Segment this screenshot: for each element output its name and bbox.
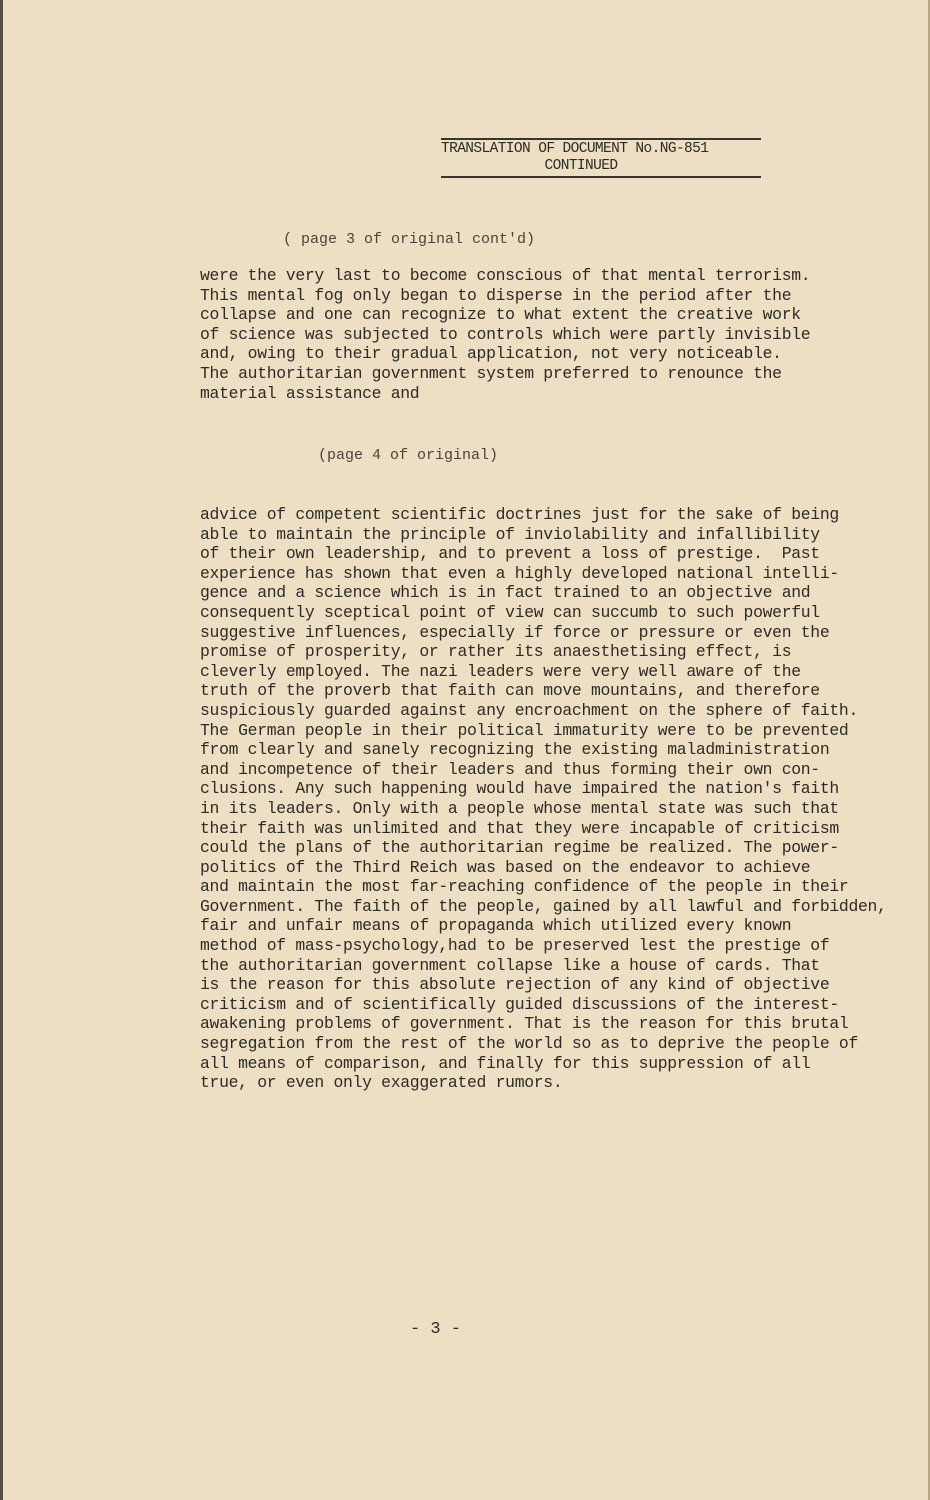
text-line: truth of the proverb that faith can move mountains, and therefore — [200, 681, 820, 701]
header-top-rule — [441, 138, 761, 140]
text-line: criticism and of scientifically guided discussions of the interest- — [200, 994, 839, 1014]
text-line: gence and a science which is in fact trained to an objective and — [200, 583, 811, 603]
text-line: experience has shown that even a highly developed national intelli- — [200, 563, 839, 583]
text-line: from clearly and sanely recognizing the existing maladministration — [200, 740, 830, 760]
text-line: promise of prosperity, or rather its anaesthetising effect, is — [200, 642, 792, 662]
text-line: and maintain the most far-reaching confidence of the people in their — [200, 877, 849, 897]
text-line: collapse and one can recognize to what extent the creative work — [200, 305, 801, 325]
text-line: The German people in their political immaturity were to be prevented — [200, 720, 849, 740]
text-line: could the plans of the authoritarian regime be realized. The power- — [200, 838, 839, 858]
text-line: advice of competent scientific doctrines just for the sake of being — [200, 505, 839, 524]
text-line: is the reason for this absolute rejection of any kind of objective — [200, 975, 830, 995]
text-line: suspiciously guarded against any encroachment on the sphere of faith. — [200, 700, 858, 720]
text-line: Government. The faith of the people, gained by all lawful and forbidden, — [200, 896, 887, 916]
text-line: the authoritarian government collapse like a house of cards. That — [200, 955, 820, 975]
text-line: segregation from the rest of the world so as to deprive the people of — [200, 1034, 858, 1054]
text-line: and incompetence of their leaders and thus forming their own con- — [200, 759, 820, 779]
text-line: of science was subjected to controls which were partly invisible — [200, 324, 811, 344]
text-line: able to maintain the principle of inviolability and infallibility — [200, 524, 820, 544]
page4-paragraph — [200, 505, 887, 1093]
page-edge — [0, 0, 3, 1500]
text-line: were the very last to become conscious of that mental terrorism. — [200, 266, 811, 285]
text-line: their faith was unlimited and that they were incapable of criticism — [200, 818, 839, 838]
header-bottom-rule — [441, 176, 761, 178]
page3-paragraph — [200, 266, 810, 403]
text-line: politics of the Third Reich was based on the endeavor to achieve — [200, 857, 811, 877]
text-line: The authoritarian government system preferred to renounce the — [200, 363, 782, 383]
text-line: in its leaders. Only with a people whose mental state was such that — [200, 798, 839, 818]
text-line: and, owing to their gradual application, not very noticeable. — [200, 344, 782, 364]
text-line: awakening problems of government. That is the reason for this brutal — [200, 1014, 849, 1034]
document-header — [441, 137, 761, 179]
text-line: consequently sceptical point of view can succumb to such powerful — [200, 602, 820, 622]
text-line: This mental fog only began to disperse in the period after the — [200, 285, 792, 305]
text-line: all means of comparison, and finally for this suppression of all — [200, 1053, 811, 1073]
page4-marker: (page 4 of original) — [318, 447, 499, 464]
page-number: - 3 - — [410, 1320, 462, 1339]
text-line: cleverly employed. The nazi leaders were very well aware of the — [200, 661, 801, 681]
text-line: material assistance and — [200, 383, 420, 403]
text-line: suggestive influences, especially if force or pressure or even the — [200, 622, 830, 642]
header-title: TRANSLATION OF DOCUMENT No.NG-851 — [441, 141, 709, 157]
header-subtitle: CONTINUED — [544, 158, 618, 174]
text-line: of their own leadership, and to prevent a loss of prestige. Past — [200, 544, 820, 564]
text-line: clusions. Any such happening would have impaired the nation's faith — [200, 779, 839, 799]
text-line: method of mass-psychology,had to be preserved lest the prestige of — [200, 936, 830, 956]
text-line: true, or even only exaggerated rumors. — [200, 1073, 563, 1093]
text-line: fair and unfair means of propaganda which utilized every known — [200, 916, 792, 936]
page3-marker: ( page 3 of original cont'd) — [283, 231, 536, 248]
